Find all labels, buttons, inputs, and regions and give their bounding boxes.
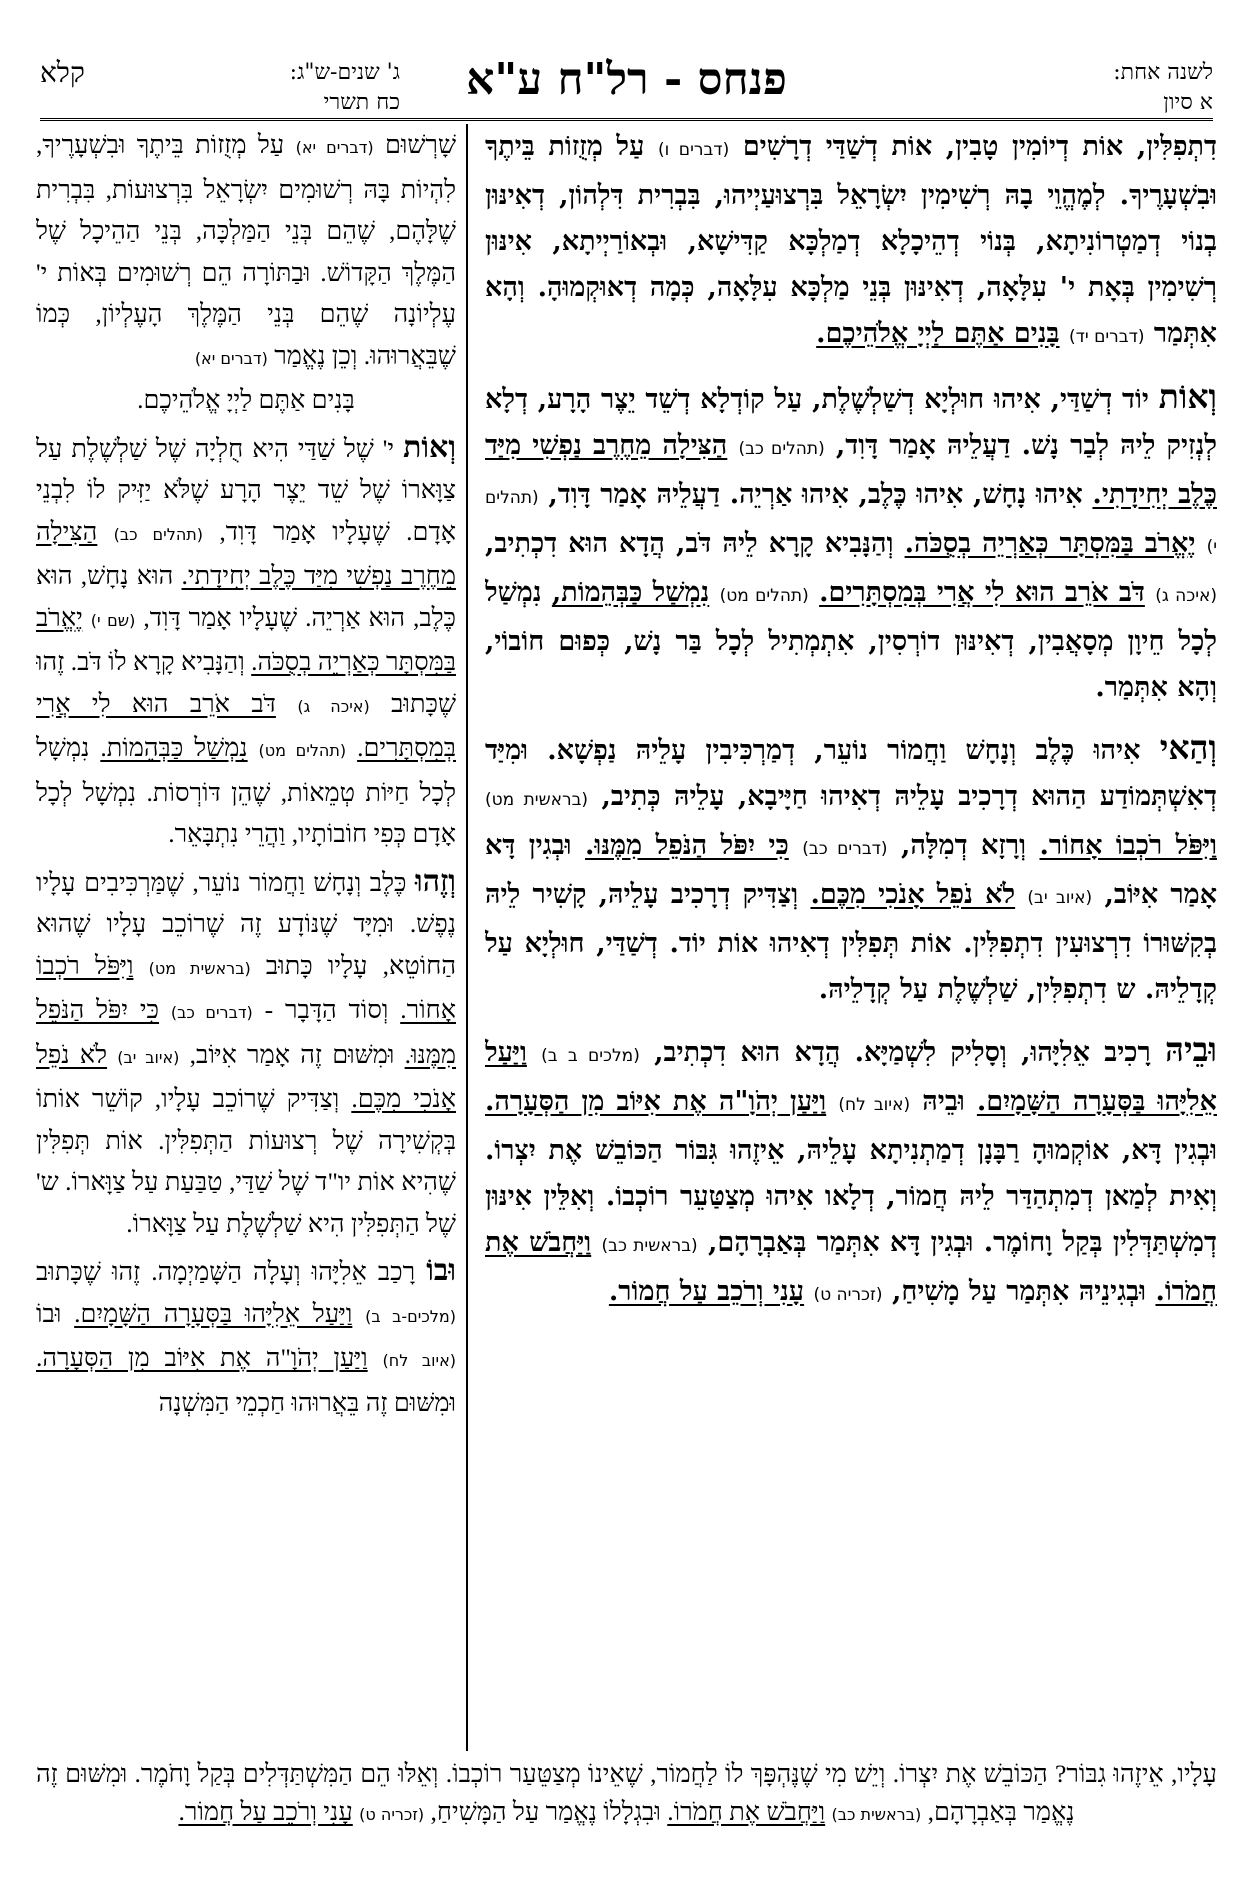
text-run: רָכַב אֵלִיָּהוּ וְעָלָה הַשָּׁמַיְמָה. זֶהוּ שֶׁכָּתוּב: [36, 1257, 427, 1286]
text-run: אִיהוּ נָחָשׁ, אִיהוּ כֶּלֶב, אִיהוּ אַרְיֵה. דַעֲלֵיהּ אָמַר דָּוִד,: [548, 479, 1083, 510]
text-run: עַל מְזֻזוֹת בֵּיתֶךָ וּבִשְׁעָרֶיךָ, לִהְיוֹת בָּהּ רְשׁוּמִים יִשְׂרָאֵל בִּרְצוּעוֹת, בִּבְרִית שֶׁלָּהֶם, שֶׁהֵם בְּנֵי הַמַּלְכָּה, בְּנֵי הַהֵיכָל שֶׁל הַמֶּלֶךְ הַקָּדוֹשׁ. וּבַתּוֹרָה הֵם רְשׁוּמִים בְּאוֹת י' עֶלְיוֹנָה שֶׁהֵם בְּנֵי הַמֶּלֶךְ הָעֶלְיוֹן, כְּמוֹ שֶׁבֵּאֲרוּהוּ. וְכֵן נֶאֱמַר: [36, 130, 456, 370]
verse-quote: כִּי יִפֹּל הַנֹּפֵל מִמֶּנּוּ.: [36, 995, 456, 1069]
source-reference: (מלכים-ב ב): [365, 1306, 456, 1326]
verse-quote: הַצִּילָה מֵחֶרֶב נַפְשִׁי מִיַּד כֶּלֶב יְחִידָתִי.: [36, 516, 456, 590]
source-reference: (בראשית מט): [485, 790, 589, 810]
source-reference: (דברים כב): [170, 1003, 253, 1022]
text-run: וּמִשּׁוּם זֶה אָמַר אִיּוֹב,: [189, 1039, 395, 1069]
paragraph-lead-word: וּבוֹ: [426, 1254, 456, 1287]
source-reference: (תהלים כב): [113, 524, 204, 544]
source-reference: (דברים יד): [1068, 327, 1145, 347]
column-divider: [466, 124, 468, 1751]
source-reference: (שם י): [90, 610, 136, 630]
verse-quote: וַיַּעַן יְהֹוָ"ה אֶת אִיּוֹב מִן הַסְּעָרָה.: [36, 1343, 368, 1372]
page-title: פנחס - רל"ח ע"א: [466, 54, 787, 105]
text-run: וְרָזָא דְמִלָּה,: [901, 830, 1027, 861]
main-paragraph: [485, 124, 1217, 360]
verse-quote: וַיִּפֹּל רֹכְבוֹ אָחוֹר.: [1039, 830, 1217, 861]
verse-quote: דֹּב אֹרֵב הוּא לִי אֲרִי בְּמִסְתָּרִים.: [36, 688, 456, 762]
verse-quote: וַיַּחֲבֹשׁ אֶת חֲמֹרוֹ.: [485, 1227, 1217, 1307]
page-number: קלא: [40, 56, 85, 89]
source-reference: (תהלים כב): [738, 439, 825, 459]
text-run: וּבְגִין דָּא, אוֹקְמוּהָ רַבָּנָן דְמַתְנִיתָא עָלֵיהּ, אֵיזֶהוּ גִּבּוֹר הַכּוֹבֵשׁ אֶת יִצְרוֹ. וְאִית לְמַאן דְמִתְהַדַּר לֵיהּ חֲמוֹר, דְלָאו אִיהוּ מְצַטַּעֵר רוֹכְבוֹ. וְאִלֵּין אִינּוּן דְמִשְׁתַּדְּלִין בְּקַל וָחוֹמֶר. וּבְגִין דָּא אִתְּמַר בְּאַבְרָהָם,: [485, 1135, 1217, 1258]
text-run: וּבֵיהּ: [922, 1086, 965, 1117]
verse-quote: יֶאֱרֹב בַּמִּסְתָּר כְּאַרְיֵה בְסֻכֹּה.: [904, 528, 1196, 559]
source-reference: (איוב לח): [838, 1095, 911, 1115]
text-run: עַל מְזֻזוֹת בֵּיתֶךָ וּבִשְׁעָרֶיךָ. לְמֶהֱוֵי בָהּ רְשִׁימִין יִשְׂרָאֵל בִּרְצוּעַיְיהוּ, בִּבְרִית דִּלְהוֹן, דְאִינּוּן בְנוֹי דְמַטְרוֹנִיתָא, בְּנוֹי דְהֵיכָלָא דְמַלְכָּא קַדִּישָׁא, וּבְאוֹרַיְיתָא, אִינּוּן רְשִׁימִין בְּאָת י' עִלָּאָה, דְאִינּוּן בְּנֵי מַלְכָּא עִלָּאָה, כְּמָה דְאוּקְמוּהָ. וְהָא אִתְּמַר: [485, 131, 1217, 349]
verse-quote: לֹא נֹפֵל אָנֹכִי מִכֶּם.: [36, 1039, 456, 1113]
header-divider: [40, 118, 1213, 121]
text-run: וּמִשּׁוּם זֶה בֵּאֲרוּהוּ חַכְמֵי הַמִּשְׁנָה: [158, 1387, 456, 1417]
main-paragraph: [485, 374, 1217, 711]
text-run: עָלָיו, אֵיזֶהוּ גִבּוֹר? הַכּוֹבֵשׁ אֶת יִצְרוֹ. וְיֵשׁ מִי שֶׁנֶּהְפָּךְ לוֹ לַחֲמוֹר, שֶׁאֵינוֹ מְצַטֵּעַר רוֹכְבוֹ. וְאֵלּוּ הֵם הַמִּשְׁתַּדְּלִים בְּקַל וָחֹמֶר. וּמִשּׁוּם זֶה נֶאֱמַר בְּאַבְרָהָם,: [36, 1759, 1217, 1826]
header-schedule-label-alt: ג' שנים-ש"ג:: [289, 60, 400, 85]
verse-quote: בָּנִים אַתֶּם לַיְיָ אֱלֹהֵיכֶם.: [137, 385, 355, 414]
text-run: הוּא נָחָשׁ, הוּא כֶּלֶב, הוּא אַרְיֵה. שֶׁעָלָיו אָמַר דָּוִד,: [36, 561, 456, 632]
source-reference: (דברים כב): [802, 839, 888, 859]
paragraph-lead-word: וְזֶהוּ: [415, 864, 456, 898]
main-paragraph: [485, 725, 1217, 1013]
source-reference: (איוב יב): [117, 1047, 180, 1067]
verse-quote: בָּנִים אַתֶּם לַיְיָ אֱלֹהֵיכֶם.: [816, 318, 1060, 349]
source-reference: (מלכים ב ב): [541, 1046, 640, 1066]
text-run: וְסוֹד הַדָּבָר -: [264, 995, 389, 1024]
source-reference: (איכה ג): [1155, 586, 1217, 606]
source-reference: (דברים יא): [194, 348, 268, 368]
footer-continuation-text: [36, 1755, 1217, 1865]
source-reference: (איוב לח): [382, 1351, 456, 1370]
header-date-right: [973, 58, 1213, 118]
text-run: וְצַדִּיק שֶׁרוֹכֵב עָלָיו, קוֹשֵׁר אוֹתוֹ בְּקְשִׁירָה שֶׁל רְצוּעוֹת הַתְּפִלִּין. אוֹת תְּפִלִּין שֶׁהִיא אוֹת יו"ד שֶׁל שַׁדַּי, טַבַּעַת עַל צַוָּארוֹ. ש' שֶׁל הַתְּפִלִּין הִיא שַׁלְשֶׁלֶת עַל צַוָּארוֹ.: [36, 1084, 456, 1238]
translation-paragraph: [36, 124, 456, 421]
source-reference: (איכה ג): [297, 696, 370, 716]
translation-paragraph: [36, 861, 456, 1245]
text-run: וּבוֹ: [36, 1298, 62, 1328]
source-reference: (תהלים י): [485, 488, 1217, 557]
paragraph-lead-word: וְאוֹת: [403, 430, 456, 464]
translation-column: [36, 124, 456, 1751]
paragraph-lead-word: וְהַאי: [1159, 728, 1217, 767]
paragraph-lead-word: וְאוֹת: [1158, 377, 1217, 416]
text-run: רָכִיב אֵלִיָּהוּ, וְסָלִיק לִשְׁמַיָּא. הֲדָא הוּא דִכְתִיב,: [654, 1037, 1166, 1068]
verse-quote: נִמְשַׁל כַּבְּהֵמוֹת,: [551, 577, 710, 608]
text-run: וּבְגִין דָּא אָמַר אִיּוֹב,: [485, 830, 1217, 910]
text-run: וְהַנָּבִיא קָרָא לוֹ דֹּב. זֶהוּ שֶׁכָּתוּב: [36, 647, 456, 718]
text-run: י' שֶׁל שַׁדַּי הִיא חֻלְיָה שֶׁל שַׁלְשֶׁלֶת עַל צַוָּארוֹ שֶׁל שֵׁד יֵצֶר הָרָע שֶׁלֹּא יַזִּיק לוֹ לִבְנֵי אָדָם. שֶׁעָלָיו אָמַר דָּוִד,: [36, 433, 456, 546]
verse-quote: וַיִּפֹּל רֹכְבוֹ אָחוֹר.: [36, 950, 456, 1024]
verse-quote: הַצִּילָה מֵחֶרֶב נַפְשִׁי מִיַּד כֶּלֶב יְחִידָתִי.: [485, 430, 1217, 510]
text-run: וְצַדִּיק דְרָכִיב עָלֵיהּ, קָשִׁיר לֵיהּ בְקִשּׁוּרוֹ דִרְצוּעִין דִתְפִלִּין. אוֹת תְּפִלִּין דְאִיהוּ אוֹת יוֹד. דְשַׁדַּי, חוּלְיָא עַל קְדָלֵיהּ. ש דִתְפִלִּין, שַׁלְשֶׁלֶת עַל קְדָלֵיהּ.: [485, 879, 1217, 1005]
source-reference: (דברים יא): [295, 138, 374, 157]
translation-paragraph: [36, 1250, 456, 1423]
source-reference: (זכריה ט): [359, 1805, 425, 1824]
verse-quote: לֹא נֹפֵל אָנֹכִי מִכֶּם.: [810, 879, 1016, 910]
source-reference: (דברים ו): [657, 140, 730, 160]
verse-quote: וַיַּעַל אֵלִיָּהוּ בַּסְּעָרָה הַשָּׁמָיִם.: [485, 1037, 1217, 1117]
main-paragraph: [485, 1027, 1217, 1318]
source-reference: (תהלים מט): [258, 741, 347, 760]
text-run: וְהַנָּבִיא קָרָא לֵיהּ דֹּב, הֲדָא הוּא דִכְתִיב,: [485, 528, 894, 559]
source-reference: (בראשית כב): [601, 1236, 698, 1256]
source-reference: (תהלים מט): [719, 586, 809, 606]
text-run: וּבְגִינֵיהּ אִתְּמַר עַל מָשִׁיחַ,: [891, 1276, 1147, 1307]
text-run: נִמְשַׁל לְכָל חֵיוָן מְסָאֲבִין, דְאִינּוּן דוֹרְסִין, אִתְמְתִיל לְכָל בַּר נָשׁ, כְּפוּם חוֹבוֹי, וְהָא אִתְּמַר.: [485, 577, 1217, 703]
text-run: שָׁרְשׁוּם: [384, 130, 456, 159]
verse-quote: דֹּב אֹרֵב הוּא לִי אֲרִי בְּמִסְתָּרִים.: [819, 577, 1145, 608]
verse-quote: כִּי יִפֹּל הַנֹּפֵל מִמֶּנּוּ.: [585, 830, 789, 861]
text-run: , אוֹת דְיוֹמִין טָבִין, אוֹת דְשַׁדַּי דְרָשִׁים: [742, 131, 1147, 162]
text-run: אִיהוּ כֶּלֶב וְנָחָשׁ וַחֲמוֹר נוֹעֵר, דְמַרְכִּיבִין עָלֵיהּ נַפְשָׁא. וּמִיַּד דְאִשְׁתְּמוֹדַע הַהוּא דְרָכִיב עָלֵיהּ דְאִיהוּ חַיָּיבָא, עָלֵיהּ כְּתִיב,: [485, 735, 1217, 812]
verse-quote: וַיַּעַן יְהֹוָ"ה אֶת אִיּוֹב מִן הַסְּעָרָה.: [485, 1086, 827, 1117]
header-date: א סיון: [1163, 90, 1213, 115]
verse-quote: וַיַּחֲבֹשׁ אֶת חֲמֹרוֹ.: [667, 1797, 826, 1826]
verse-quote: וַיַּעַל אֵלִיָּהוּ בַּסְּעָרָה הַשָּׁמָיִם.: [74, 1298, 353, 1328]
text-run: נִמְשָׁל לְכָל חַיּוֹת טְמֵאוֹת, שֶׁהֵן דּוֹרְסוֹת. נִמְשָׁל לְכָל אָדָם כְּפִי חוֹבוֹתָיו, וַהֲרֵי נִתְבָּאֵר.: [36, 733, 456, 848]
verse-quote: עָנִי וְרֹכֵב עַל חֲמוֹר.: [608, 1276, 805, 1307]
source-reference: (בראשית מט): [148, 958, 251, 978]
translation-paragraph: [36, 427, 456, 855]
text-run: יוֹד דְשַׁדַּי, אִיהוּ חוּלְיָא דְשַׁלְשֶׁלֶת, עַל קוֹדְלָא דְשֵׁד יֵצֶר הָרָע, דְלָא לְנְזִיק לֵיהּ לְבַר נָשׁ. דַעֲלֵיהּ אָמַר דָּוִד,: [485, 384, 1217, 461]
text-run: וּבִגְלָלוֹ נֶאֱמַר עַל הַמָּשִׁיחַ,: [430, 1797, 661, 1826]
paragraph-lead-word: וּבֵיהּ: [1165, 1030, 1217, 1069]
verse-quote: עָנִי וְרֹכֵב עַל חֲמוֹר.: [178, 1797, 353, 1826]
text-run: כֶּלֶב וְנָחָשׁ וַחֲמוֹר נוֹעֵר, שֶׁמַּרְכִּיבִים עָלָיו נֶפֶשׁ. וּמִיָּד שֶׁנּוֹדָע זֶה שֶׁרוֹכֵב עָלָיו שֶׁהוּא הַחוֹטֵא, עָלָיו כָּתוּב: [36, 867, 456, 980]
verse-quote: נִמְשַׁל כַּבְּהֵמוֹת.: [100, 733, 248, 762]
source-reference: (בראשית כב): [831, 1805, 922, 1824]
source-reference: (זכריה ט): [813, 1285, 883, 1305]
verse-quote: יֶאֱרֹב בַּמִּסְתָּר כְּאַרְיֵה בְסֻכֹּה.: [36, 602, 456, 676]
header-schedule-label: לשנה אחת:: [1113, 60, 1213, 85]
main-text-column: [485, 124, 1217, 1751]
source-reference: (איוב יב): [1027, 888, 1093, 908]
header-date-alt: כח תשרי: [323, 90, 400, 115]
paragraph-lead-word: דִתְפִלִּין: [1146, 131, 1217, 162]
